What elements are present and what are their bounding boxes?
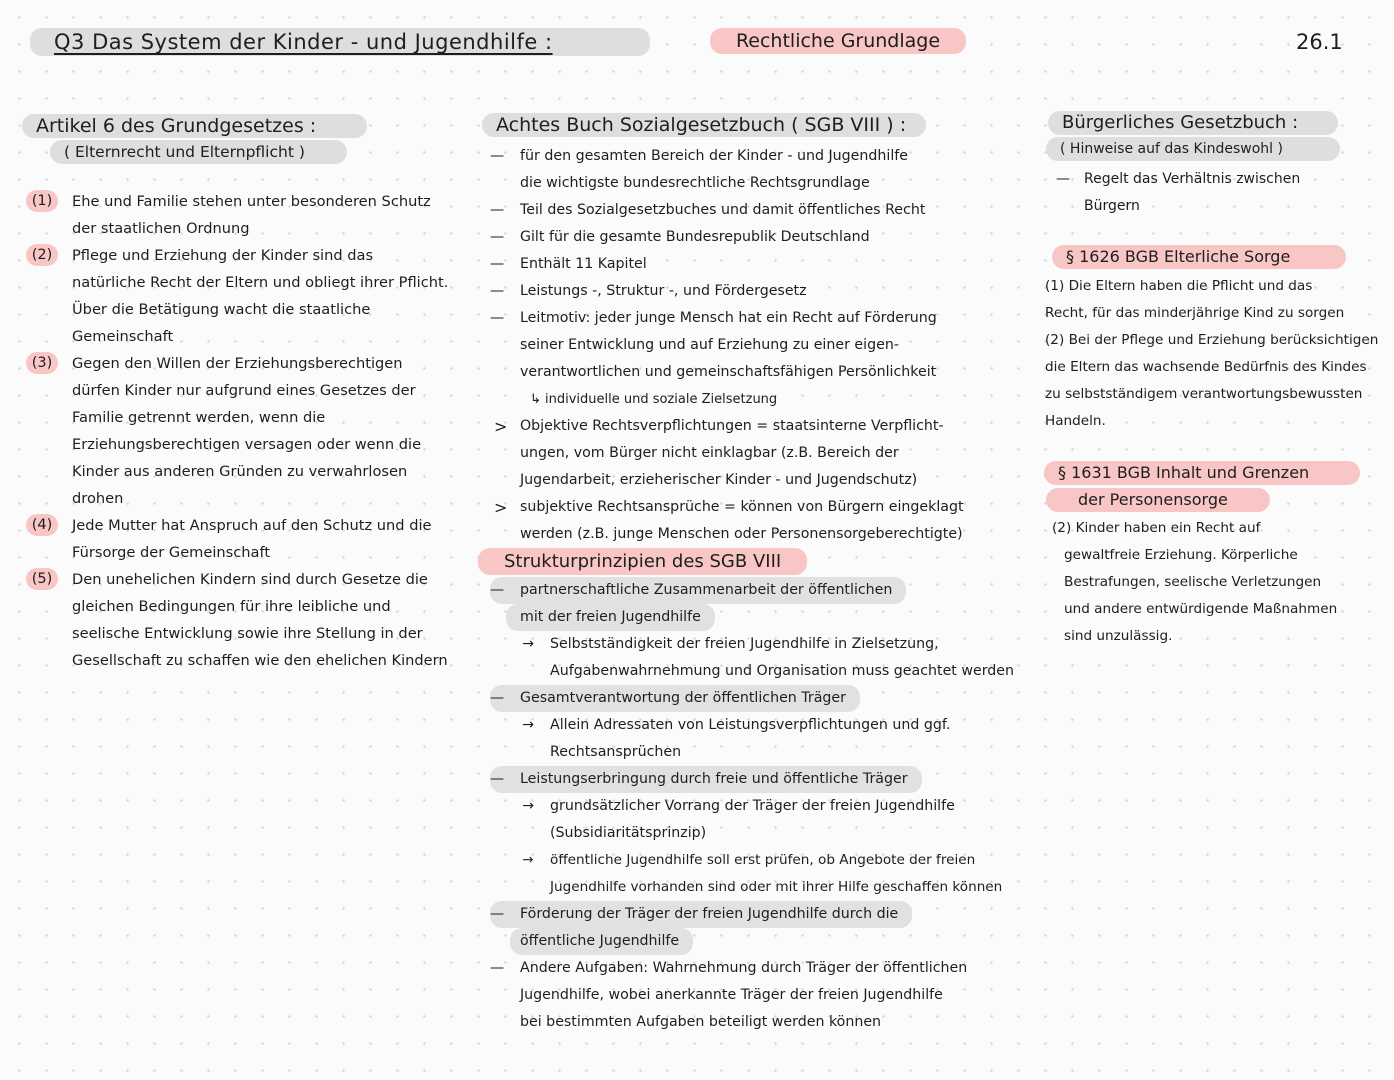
article6-item: [26, 512, 451, 566]
principle-line: → Selbstständigkeit der freien Jugendhilfe in Zielsetzung,: [478, 631, 1038, 658]
sgb8-line: ↳ individuelle und soziale Zielsetzung: [530, 392, 778, 407]
item-text: Gegen den Willen der Erziehungsberechtigen dürfen Kinder nur aufgrund eines Gesetzes der Familie getrennt werden, wenn die Erziehungsberechtigen versagen oder wenn die Kinder aus anderen Gründen zu verwahrlosen drohen: [72, 355, 422, 507]
article6-item: [26, 242, 451, 350]
col1-heading: Artikel 6 des Grundgesetzes :: [22, 114, 367, 138]
item-text: Jede Mutter hat Anspruch auf den Schutz und die Fürsorge der Gemeinschaft: [72, 517, 432, 561]
para1626-title: § 1626 BGB Elterliche Sorge: [1052, 245, 1346, 269]
para1631-title-cont: der Personensorge: [1046, 488, 1270, 512]
sgb8-line: Jugendarbeit, erzieherischer Kinder - und Jugendschutz): [520, 472, 918, 488]
principle-line: Aufgabenwahrnehmung und Organisation muss geachtet werden: [550, 663, 1015, 679]
sgb8-line: verantwortlichen und gemeinschaftsfähigen Persönlichkeit: [520, 364, 937, 380]
bgb-note: Bürgern: [1084, 198, 1140, 214]
para-line: (2) Kinder haben ein Recht auf: [1052, 520, 1261, 536]
para-line: Handeln.: [1045, 413, 1106, 429]
item-text: Pflege und Erziehung der Kinder sind das natürliche Recht der Eltern und obliegt ihrer Pflicht. Über die Betätigung wacht die staatliche Gemeinschaft: [72, 247, 449, 345]
sgb8-line: — Gilt für die gesamte Bundesrepublik Deutschland: [478, 224, 1038, 251]
sgb8-line: — Teil des Sozialgesetzbuches und damit öffentliches Recht: [478, 197, 1038, 224]
sgb8-line: seiner Entwicklung und auf Erziehung zu einer eigen-: [520, 337, 899, 353]
principle-line: Jugendhilfe vorhanden sind oder mit ihrer Hilfe geschaffen können: [550, 879, 1003, 895]
sgb8-line: > subjektive Rechtsansprüche = können von Bürgern eingeklagt: [478, 494, 1038, 521]
principle-line: [478, 685, 1038, 712]
sgb8-content: [478, 143, 1038, 1036]
principle-line: → grundsätzlicher Vorrang der Träger der freien Jugendhilfe: [478, 793, 1038, 820]
article6-item: [26, 350, 451, 512]
principle-line: Rechtsansprüchen: [550, 744, 682, 760]
item-number: (3): [26, 352, 58, 374]
bgb-notes: [1056, 166, 1386, 220]
principle-highlight: mit der freien Jugendhilfe: [506, 604, 715, 631]
item-number: (1): [26, 190, 58, 212]
para-line: Recht, für das minderjährige Kind zu sorgen: [1045, 305, 1345, 321]
section-row: [478, 548, 1038, 577]
principle-line: (Subsidiaritätsprinzip): [550, 825, 707, 841]
para1631-body: [1052, 515, 1394, 650]
col2-heading: Achtes Buch Sozialgesetzbuch ( SGB VIII ) :: [482, 113, 926, 137]
section-title: Strukturprinzipien des SGB VIII: [478, 548, 807, 575]
para-line: und andere entwürdigende Maßnahmen: [1064, 601, 1338, 617]
article6-item: [26, 566, 451, 674]
principle-highlight: öffentliche Jugendhilfe: [510, 928, 693, 955]
col1-subheading: ( Elternrecht und Elternpflicht ): [50, 140, 347, 164]
col3-subheading: ( Hinweise auf das Kindeswohl ): [1046, 137, 1340, 161]
sgb8-line: ungen, vom Bürger nicht einklagbar (z.B. Bereich der: [520, 445, 899, 461]
sgb8-line: — Leistungs -, Struktur -, und Fördergesetz: [478, 278, 1038, 305]
principle-line: bei bestimmten Aufgaben beteiligt werden können: [520, 1014, 882, 1030]
sgb8-line: > Objektive Rechtsverpflichtungen = staatsinterne Verpflicht-: [478, 413, 1038, 440]
sgb8-line: — für den gesamten Bereich der Kinder - und Jugendhilfe: [478, 143, 1038, 170]
col3-heading: Bürgerliches Gesetzbuch :: [1048, 111, 1338, 135]
principle-highlight: Förderung der Träger der freien Jugendhilfe durch die: [490, 901, 912, 928]
para-line: Bestrafungen, seelische Verletzungen: [1064, 574, 1322, 590]
item-number: (5): [26, 568, 58, 590]
item-number: (2): [26, 244, 58, 266]
para1626-body: [1045, 273, 1390, 435]
item-number: (4): [26, 514, 58, 536]
para-line: sind unzulässig.: [1064, 628, 1173, 644]
principle-highlight: Leistungserbringung durch freie und öffentliche Träger: [490, 766, 922, 793]
principle-line: [478, 604, 1038, 631]
para-line: zu selbstständigem verantwortungsbewussten: [1045, 386, 1363, 402]
topic-label: Rechtliche Grundlage: [710, 28, 966, 54]
item-text: Den unehelichen Kindern sind durch Gesetze die gleichen Bedingungen für ihre leibliche und seelische Entwicklung sowie ihre Stellung in der Gesellschaft zu schaffen wie den ehelichen Kindern: [72, 571, 448, 669]
item-text: Ehe und Familie stehen unter besonderen Schutz der staatlichen Ordnung: [72, 193, 431, 237]
principle-highlight: partnerschaftliche Zusammenarbeit der öffentlichen: [490, 577, 906, 604]
principle-line: [478, 766, 1038, 793]
sgb8-line: die wichtigste bundesrechtliche Rechtsgrundlage: [520, 175, 870, 191]
principle-line: [478, 901, 1038, 928]
principle-line: — Andere Aufgaben: Wahrnehmung durch Träger der öffentlichen: [478, 955, 1038, 982]
principle-line: Jugendhilfe, wobei anerkannte Träger der freien Jugendhilfe: [520, 987, 943, 1003]
principle-highlight: Gesamtverantwortung der öffentlichen Träger: [490, 685, 860, 712]
para-line: (1) Die Eltern haben die Pflicht und das: [1045, 278, 1313, 294]
para-line: die Eltern das wachsende Bedürfnis des Kindes: [1045, 359, 1367, 375]
sgb8-line: — Enthält 11 Kapitel: [478, 251, 1038, 278]
page-title-bar: [30, 28, 650, 56]
para-line: (2) Bei der Pflege und Erziehung berücksichtigen: [1045, 332, 1379, 348]
date-label: 26.1: [1296, 30, 1343, 54]
para-line: gewaltfreie Erziehung. Körperliche: [1064, 547, 1298, 563]
sgb8-line: werden (z.B. junge Menschen oder Personensorgeberechtigte): [520, 526, 963, 542]
para1631-title: § 1631 BGB Inhalt und Grenzen: [1044, 461, 1360, 485]
sgb8-line: — Leitmotiv: jeder junge Mensch hat ein Recht auf Förderung: [478, 305, 1038, 332]
article6-item: [26, 188, 451, 242]
principle-line: → öffentliche Jugendhilfe soll erst prüfen, ob Angebote der freien: [478, 847, 1038, 874]
page-title: Q3 Das System der Kinder - und Jugendhilfe :: [54, 30, 553, 54]
principle-line: [478, 928, 1038, 955]
principle-line: → Allein Adressaten von Leistungsverpflichtungen und ggf.: [478, 712, 1038, 739]
principle-line: [478, 577, 1038, 604]
article6-list: [26, 188, 451, 674]
bgb-note: — Regelt das Verhältnis zwischen: [1056, 171, 1301, 187]
